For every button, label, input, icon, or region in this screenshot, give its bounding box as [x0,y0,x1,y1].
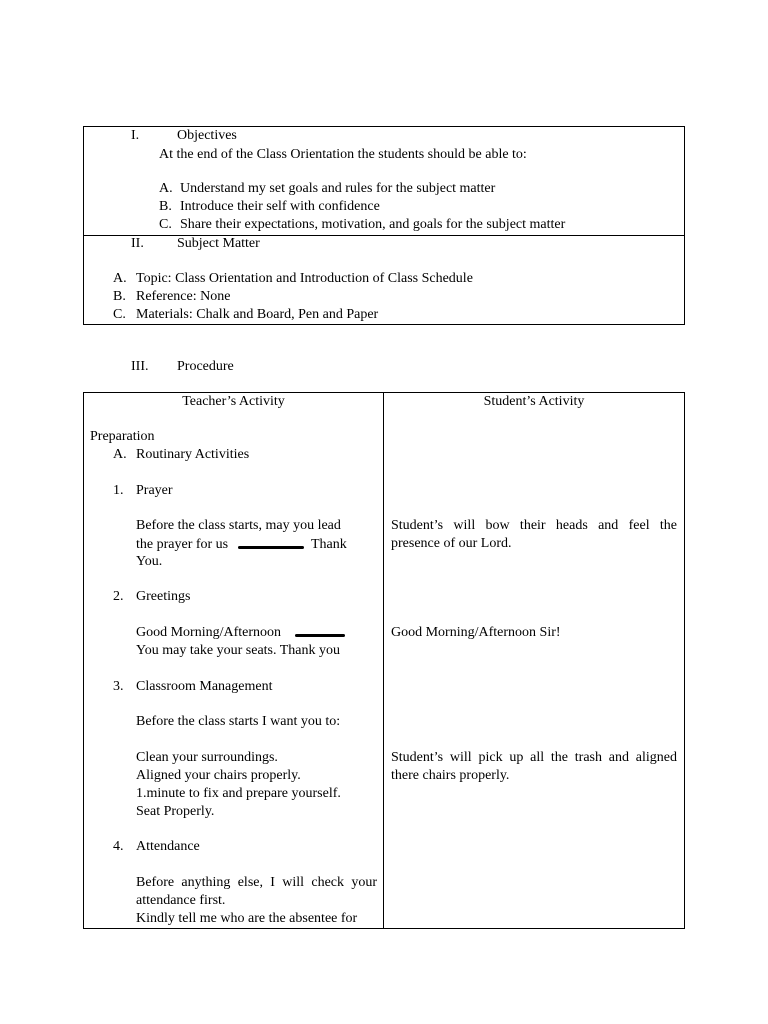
subject-letter-b: B. [113,289,126,304]
step-number: 1. [113,483,124,498]
prayer-student-response: Student’s will bow their heads and feel the presence of our Lord. [391,518,677,551]
procedure-column-divider [383,392,384,929]
classroom-management-student-response: Student’s will pick up all the trash and aligned there chairs properly. [391,750,677,783]
procedure-heading: Procedure [177,359,234,374]
classroom-management-item: Aligned your chairs properly. [136,768,301,783]
classroom-management-item: Clean your surroundings. [136,750,278,765]
step-number: 3. [113,679,124,694]
step-title-greetings: Greetings [136,589,191,604]
step-title-prayer: Prayer [136,483,173,498]
step-number: 4. [113,839,124,854]
routinary-title: Routinary Activities [136,447,250,462]
teacher-activity-header: Teacher’s Activity [182,394,285,409]
subject-item-topic: Topic: Class Orientation and Introduction of Class Schedule [136,271,473,286]
prayer-text: the prayer for us [136,537,229,552]
objective-item-c: Share their expectations, motivation, and goals for the subject matter [180,217,566,232]
objective-letter-a: A. [159,181,173,196]
greeting-text: Good Morning/Afternoon [136,625,282,640]
attendance-text: Kindly tell me who are the absentee for [136,911,358,926]
attendance-text: Before anything else, I will check your attendance first. [136,875,377,908]
procedure-number: III. [131,359,149,374]
subject-matter-heading: Subject Matter [177,236,260,251]
objectives-number: I. [131,128,140,143]
greeting-text: You may take your seats. Thank you [136,643,341,658]
objectives-intro: At the end of the Class Orientation the students should be able to: [159,147,527,162]
prayer-text: Before the class starts, may you lead [136,518,341,533]
name-blank-line [295,634,345,637]
routinary-letter: A. [113,447,127,462]
classroom-management-intro: Before the class starts I want you to: [136,714,341,729]
prayer-text: Thank [311,537,347,552]
table-divider [83,235,685,236]
subject-letter-c: C. [113,307,126,322]
objective-letter-c: C. [159,217,172,232]
subject-matter-number: II. [131,236,144,251]
subject-letter-a: A. [113,271,127,286]
objective-item-a: Understand my set goals and rules for the subject matter [180,181,496,196]
classroom-management-item: Seat Properly. [136,804,215,819]
objective-item-b: Introduce their self with confidence [180,199,380,214]
student-activity-header: Student’s Activity [483,394,585,409]
objectives-heading: Objectives [177,128,237,143]
step-title-classroom-management: Classroom Management [136,679,273,694]
subject-item-materials: Materials: Chalk and Board, Pen and Paper [136,307,379,322]
name-blank-line [238,546,304,549]
classroom-management-item: 1.minute to fix and prepare yourself. [136,786,341,801]
step-title-attendance: Attendance [136,839,200,854]
greeting-student-response: Good Morning/Afternoon Sir! [391,625,561,640]
step-number: 2. [113,589,124,604]
objective-letter-b: B. [159,199,172,214]
prayer-text: You. [136,554,163,569]
subject-item-reference: Reference: None [136,289,231,304]
preparation-label: Preparation [90,429,155,444]
